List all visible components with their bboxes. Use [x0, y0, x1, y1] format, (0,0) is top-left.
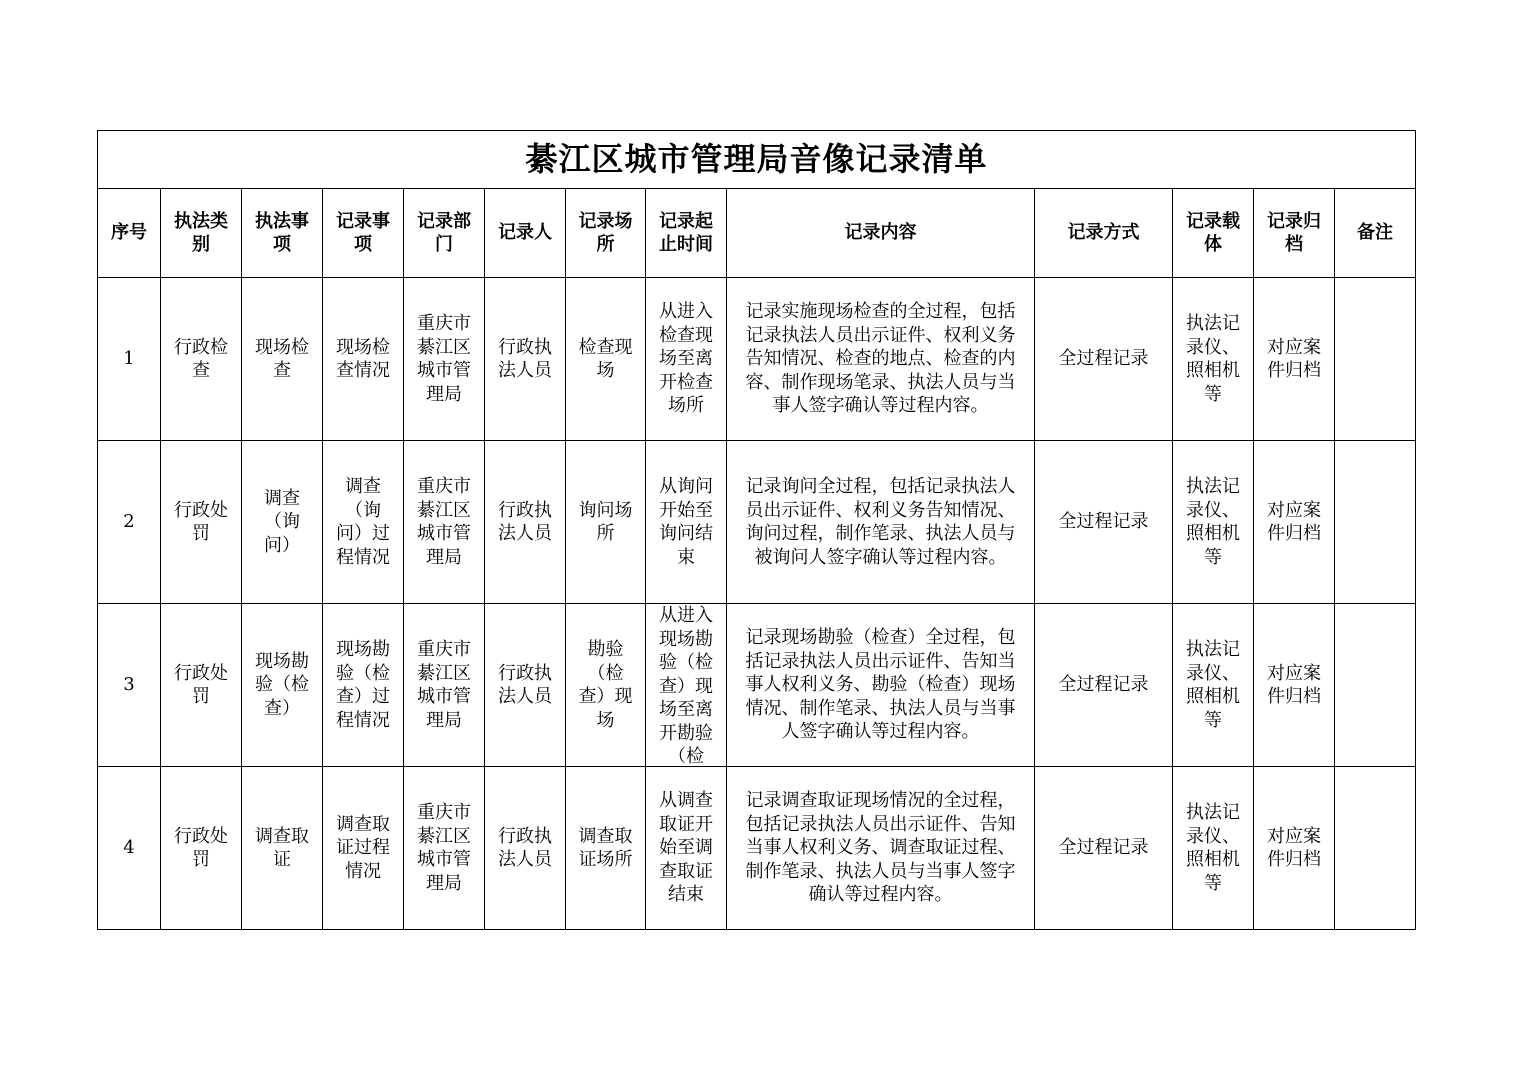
cell-enforcement-item [242, 441, 323, 604]
cell-recorder [485, 441, 566, 604]
cell-remarks [1335, 441, 1416, 604]
remarks-text [1337, 767, 1413, 929]
index-text: 1 [123, 348, 135, 370]
recorder-text: 行政执 法人员 [498, 662, 552, 707]
cell-record-content [727, 441, 1035, 604]
record-department-text: 重庆市 綦江区 城市管 理局 [417, 476, 471, 568]
cell-recorder [485, 767, 566, 930]
record-method-text: 全过程记录 [1058, 674, 1149, 696]
table-row [98, 278, 1416, 441]
cell-record-method [1035, 767, 1173, 930]
enforcement-item-text: 调查 （询 问） [264, 487, 300, 556]
record-method-text: 全过程记录 [1058, 348, 1149, 370]
cell-enforcement-item [242, 604, 323, 767]
cell-record-department [404, 767, 485, 930]
recorder-text: 行政执 法人员 [498, 825, 552, 870]
cell-record-department [404, 604, 485, 767]
index-text: 3 [123, 674, 135, 696]
cell-enforcement-category [161, 604, 242, 767]
record-department-text: 重庆市 綦江区 城市管 理局 [417, 639, 471, 731]
cell-record-location [566, 278, 646, 441]
remarks-text [1337, 604, 1413, 766]
remarks-text [1337, 441, 1413, 603]
header-record-method: 记录方式 [1035, 189, 1173, 278]
enforcement-category-text: 行政处 罚 [174, 499, 228, 544]
enforcement-category-text: 行政处 罚 [174, 662, 228, 707]
header-recorder: 记录人 [485, 189, 566, 278]
enforcement-category-text: 行政处 罚 [174, 825, 228, 870]
cell-record-item [323, 604, 404, 767]
record-department-text: 重庆市 綦江区 城市管 理局 [417, 313, 471, 405]
record-location-text: 调查取 证场所 [578, 825, 633, 870]
cell-remarks [1335, 278, 1416, 441]
cell-record-archive [1254, 441, 1335, 604]
cell-enforcement-category [161, 278, 242, 441]
cell-recorder [485, 278, 566, 441]
record-content-text: 记录现场勘验（检查）全过程，包 括记录执法人员出示证件、告知当 事人权利义务、勘验（检查）现场 情况、制作笔录、执法人员与当事 人签字确认等过程内容。 [745, 627, 1016, 743]
enforcement-category-text: 行政检 查 [174, 336, 228, 381]
record-department-text: 重庆市 綦江区 城市管 理局 [417, 802, 471, 894]
cell-index [98, 278, 161, 441]
record-location-text: 检查现 场 [578, 336, 633, 381]
record-archive-text: 对应案 件归档 [1267, 662, 1321, 707]
cell-record-time-span [646, 767, 727, 930]
cell-record-archive [1254, 278, 1335, 441]
record-content-text: 记录调查取证现场情况的全过程， 包括记录执法人员出示证件、告知 当事人权利义务、调查取证过程、 制作笔录、执法人员与当事人签字 确认等过程内容。 [745, 790, 1016, 906]
record-item-text: 调查 （询 问）过 程情况 [336, 476, 390, 568]
header-remarks: 备注 [1335, 189, 1416, 278]
record-carrier-text: 执法记 录仪、 照相机 等 [1186, 313, 1240, 405]
header-record-department: 记录部 门 [404, 189, 485, 278]
cell-index [98, 441, 161, 604]
record-location-text: 询问场 所 [578, 499, 633, 544]
cell-record-carrier [1173, 767, 1254, 930]
index-text: 2 [123, 511, 135, 533]
cell-record-item [323, 441, 404, 604]
enforcement-item-text: 调查取 证 [255, 825, 309, 870]
record-time-span-text: 从询问 开始至 询问结 束 [659, 476, 713, 568]
cell-record-carrier [1173, 441, 1254, 604]
header-record-time-span: 记录起 止时间 [646, 189, 727, 278]
cell-remarks [1335, 604, 1416, 767]
table-row [98, 767, 1416, 930]
header-index: 序号 [98, 189, 161, 278]
cell-record-archive [1254, 767, 1335, 930]
cell-index [98, 604, 161, 767]
record-carrier-text: 执法记 录仪、 照相机 等 [1186, 802, 1240, 894]
header-enforcement-item: 执法事 项 [242, 189, 323, 278]
record-item-text: 现场检 查情况 [336, 336, 390, 381]
cell-record-method [1035, 278, 1173, 441]
header-record-archive: 记录归 档 [1254, 189, 1335, 278]
header-record-location: 记录场 所 [566, 189, 646, 278]
record-carrier-text: 执法记 录仪、 照相机 等 [1186, 476, 1240, 568]
audio-video-record-table [97, 130, 1416, 930]
cell-record-carrier [1173, 278, 1254, 441]
cell-record-method [1035, 604, 1173, 767]
header-row [98, 189, 1416, 278]
cell-record-time-span [646, 278, 727, 441]
cell-record-time-span [646, 604, 727, 767]
cell-record-location [566, 604, 646, 767]
record-archive-text: 对应案 件归档 [1267, 825, 1321, 870]
cell-record-content [727, 278, 1035, 441]
cell-record-method [1035, 441, 1173, 604]
index-text: 4 [123, 837, 135, 859]
record-carrier-text: 执法记 录仪、 照相机 等 [1186, 639, 1240, 731]
remarks-text [1337, 278, 1413, 440]
record-item-text: 现场勘 验（检 查）过 程情况 [336, 639, 390, 731]
cell-record-archive [1254, 604, 1335, 767]
cell-record-location [566, 767, 646, 930]
record-archive-text: 对应案 件归档 [1267, 336, 1321, 381]
record-content-text: 记录询问全过程，包括记录执法人 员出示证件、权利义务告知情况、 询问过程，制作笔录、执法人员与 被询问人签字确认等过程内容。 [745, 476, 1016, 568]
document-title: 綦江区城市管理局音像记录清单 [98, 131, 1416, 189]
record-archive-text: 对应案 件归档 [1267, 499, 1321, 544]
record-method-text: 全过程记录 [1058, 511, 1149, 533]
enforcement-item-text: 现场检 查 [255, 336, 309, 381]
header-record-item: 记录事 项 [323, 189, 404, 278]
record-method-text: 全过程记录 [1058, 837, 1149, 859]
cell-index [98, 767, 161, 930]
cell-record-location [566, 441, 646, 604]
record-item-text: 调查取 证过程 情况 [336, 813, 390, 882]
cell-record-item [323, 278, 404, 441]
recorder-text: 行政执 法人员 [498, 336, 552, 381]
cell-enforcement-item [242, 278, 323, 441]
cell-remarks [1335, 767, 1416, 930]
table-row [98, 441, 1416, 604]
cell-record-content [727, 604, 1035, 767]
table-row [98, 604, 1416, 767]
cell-record-time-span [646, 441, 727, 604]
cell-record-item [323, 767, 404, 930]
record-time-span-text: 从进入 现场勘 验（检 查）现 场至离 开勘验 （检 [659, 605, 713, 766]
record-content-text: 记录实施现场检查的全过程，包括 记录执法人员出示证件、权利义务 告知情况、检查的地点、检查的内 容、制作现场笔录、执法人员与当 事人签字确认等过程内容。 [745, 301, 1016, 417]
header-record-content: 记录内容 [727, 189, 1035, 278]
header-record-carrier: 记录载 体 [1173, 189, 1254, 278]
cell-enforcement-item [242, 767, 323, 930]
record-time-span-text: 从进入 检查现 场至离 开检查 场所 [659, 301, 713, 417]
record-location-text: 勘验 （检 查）现 场 [578, 639, 633, 731]
record-time-span-text: 从调查 取证开 始至调 查取证 结束 [659, 790, 713, 906]
header-enforcement-category: 执法类 别 [161, 189, 242, 278]
cell-record-content [727, 767, 1035, 930]
enforcement-item-text: 现场勘 验（检 查） [255, 650, 309, 719]
cell-record-department [404, 441, 485, 604]
cell-record-carrier [1173, 604, 1254, 767]
cell-record-department [404, 278, 485, 441]
recorder-text: 行政执 法人员 [498, 499, 552, 544]
cell-enforcement-category [161, 767, 242, 930]
cell-enforcement-category [161, 441, 242, 604]
cell-recorder [485, 604, 566, 767]
